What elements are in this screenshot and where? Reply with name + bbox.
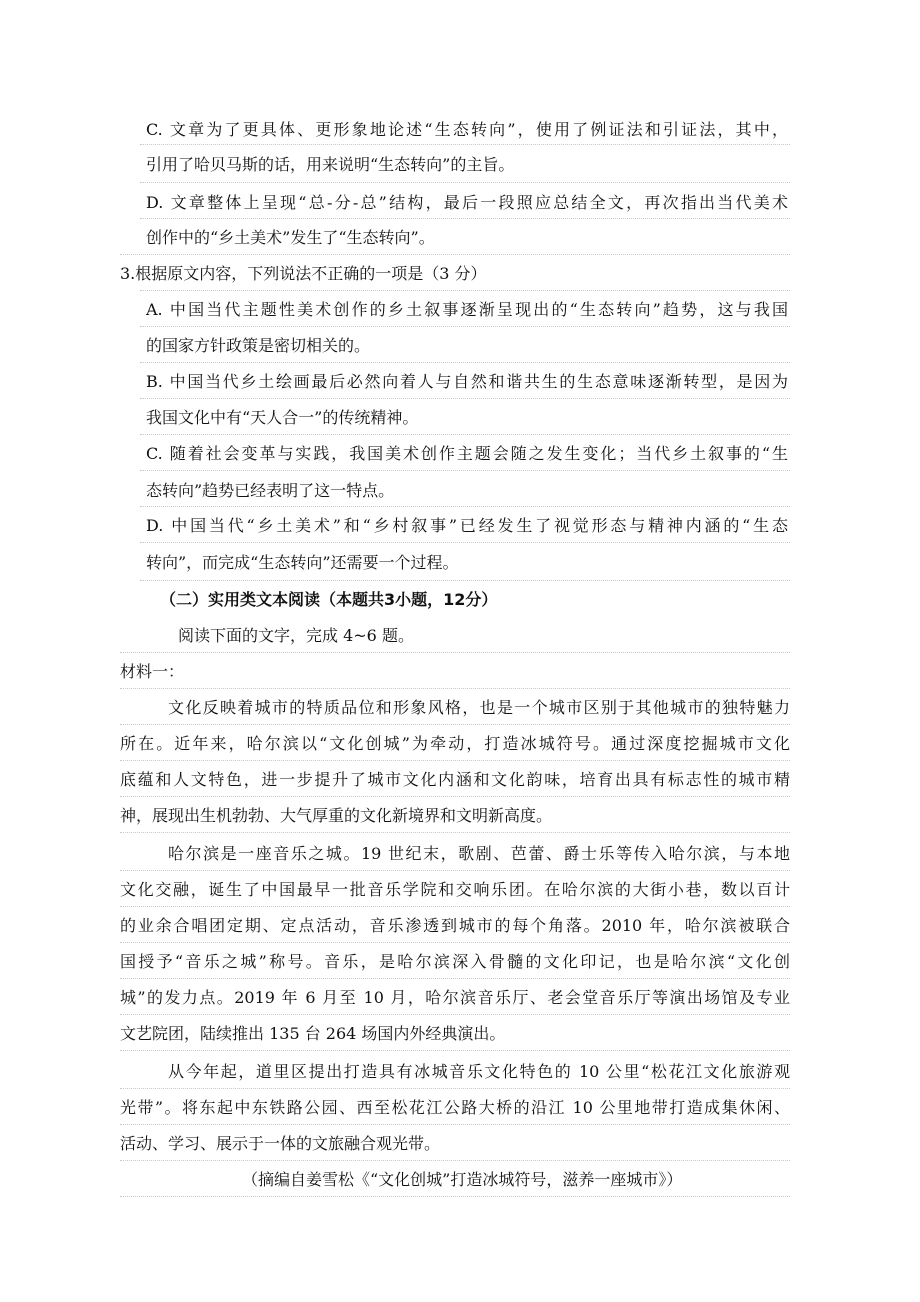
dotted-rule <box>120 906 790 907</box>
dotted-rule <box>120 760 790 761</box>
dotted-rule <box>120 1014 790 1015</box>
dotted-rule <box>120 870 790 871</box>
dotted-rule <box>120 796 790 797</box>
dotted-rule <box>140 542 790 543</box>
dotted-rule <box>120 1050 790 1051</box>
dotted-rule <box>140 434 790 435</box>
dotted-rule <box>140 182 790 183</box>
paragraph-1-line2: 所在。近年来，哈尔滨以“文化创城”为牵动，打造冰城符号。通过深度挖掘城市文化 <box>120 734 790 753</box>
q2-option-c-line2: 引用了哈贝马斯的话，用来说明“生态转向”的主旨。 <box>146 155 515 174</box>
q2-option-d-line1: D. 文章整体上呈现“总-分-总”结构，最后一段照应总结全文，再次指出当代美术 <box>146 193 788 212</box>
q2-option-c-line1: C. 文章为了更具体、更形象地论述“生态转向”，使用了例证法和引证法，其中， <box>146 120 788 139</box>
dotted-rule <box>140 398 790 399</box>
source-attribution: （摘编自姜雪松《“文化创城”打造冰城符号，滋养一座城市》） <box>242 1170 683 1189</box>
q3-option-a-line2: 的国家方针政策是密切相关的。 <box>146 336 371 355</box>
q3-option-d-line2: 转向”，而完成“生态转向”还需要一个过程。 <box>146 553 459 572</box>
paragraph-3-line2: 光带”。将东起中东铁路公园、西至松花江公路大桥的沿江 10 公里地带打造成集休闲、 <box>120 1098 790 1117</box>
reading-instruction: 阅读下面的文字，完成 4~6 题。 <box>178 626 414 645</box>
dotted-rule <box>120 978 790 979</box>
section-2-heading: （二）实用类文本阅读（本题共3小题，12分） <box>160 590 498 609</box>
question-3-stem: 3.根据原文内容，下列说法不正确的一项是（3 分） <box>120 264 487 283</box>
dotted-rule <box>140 326 790 327</box>
dotted-rule <box>120 724 790 725</box>
paragraph-2-line5: 城”的发力点。2019 年 6 月至 10 月，哈尔滨音乐厅、老会堂音乐厅等演出场馆及专业 <box>120 988 790 1007</box>
paragraph-2-line3: 的业余合唱团定期、定点活动，音乐渗透到城市的每个角落。2010 年，哈尔滨被联合 <box>120 916 790 935</box>
dotted-rule <box>140 506 790 507</box>
q3-option-a-line1: A. 中国当代主题性美术创作的乡土叙事逐渐呈现出的“生态转向”趋势，这与我国 <box>146 300 788 319</box>
dotted-rule <box>120 1160 790 1161</box>
dotted-rule <box>120 688 790 689</box>
q3-option-d-line1: D. 中国当代“乡土美术”和“乡村叙事”已经发生了视觉形态与精神内涵的“生态 <box>146 516 788 535</box>
paragraph-2-line4: 国授予“音乐之城”称号。音乐，是哈尔滨深入骨髓的文化印记，也是哈尔滨“文化创 <box>120 952 790 971</box>
paragraph-3-line1: 从今年起，道里区提出打造具有冰城音乐文化特色的 10 公里“松花江文化旅游观 <box>168 1062 790 1081</box>
dotted-rule <box>120 1088 790 1089</box>
q3-option-b-line2: 我国文化中有“天人合一”的传统精神。 <box>146 408 419 427</box>
paragraph-2-line6: 文艺院团，陆续推出 135 台 264 场国内外经典演出。 <box>120 1024 506 1043</box>
q3-option-c-line1: C. 随着社会变革与实践，我国美术创作主题会随之发生变化；当代乡土叙事的“生 <box>146 444 788 463</box>
material-1-label: 材料一： <box>120 662 185 681</box>
dotted-rule <box>140 580 790 581</box>
q2-option-d-line2: 创作中的“乡土美术”发生了“生态转向”。 <box>146 228 435 247</box>
paragraph-1-line1: 文化反映着城市的特质品位和形象风格，也是一个城市区别于其他城市的独特魅力 <box>168 698 790 717</box>
dotted-rule <box>140 144 790 145</box>
dotted-rule <box>120 652 790 653</box>
paragraph-1-line4: 神，展现出生机勃勃、大气厚重的文化新境界和文明新高度。 <box>120 806 553 825</box>
dotted-rule <box>120 832 790 833</box>
dotted-rule <box>120 1196 790 1197</box>
paragraph-2-line2: 文化交融，诞生了中国最早一批音乐学院和交响乐团。在哈尔滨的大街小巷，数以百计 <box>120 880 790 899</box>
dotted-rule <box>140 290 790 291</box>
dotted-rule <box>120 254 790 255</box>
dotted-rule <box>140 362 790 363</box>
dotted-rule <box>140 470 790 471</box>
q3-option-c-line2: 态转向”趋势已经表明了这一特点。 <box>146 481 395 500</box>
dotted-rule <box>120 1124 790 1125</box>
q3-option-b-line1: B. 中国当代乡土绘画最后必然向着人与自然和谐共生的生态意味逐渐转型，是因为 <box>146 372 788 391</box>
paragraph-3-line3: 活动、学习、展示于一体的文旅融合观光带。 <box>120 1134 441 1153</box>
dotted-rule <box>140 218 790 219</box>
paragraph-2-line1: 哈尔滨是一座音乐之城。19 世纪末，歌剧、芭蕾、爵士乐等传入哈尔滨，与本地 <box>168 844 790 863</box>
paragraph-1-line3: 底蕴和人文特色，进一步提升了城市文化内涵和文化韵味，培育出具有标志性的城市精 <box>120 770 790 789</box>
dotted-rule <box>120 942 790 943</box>
